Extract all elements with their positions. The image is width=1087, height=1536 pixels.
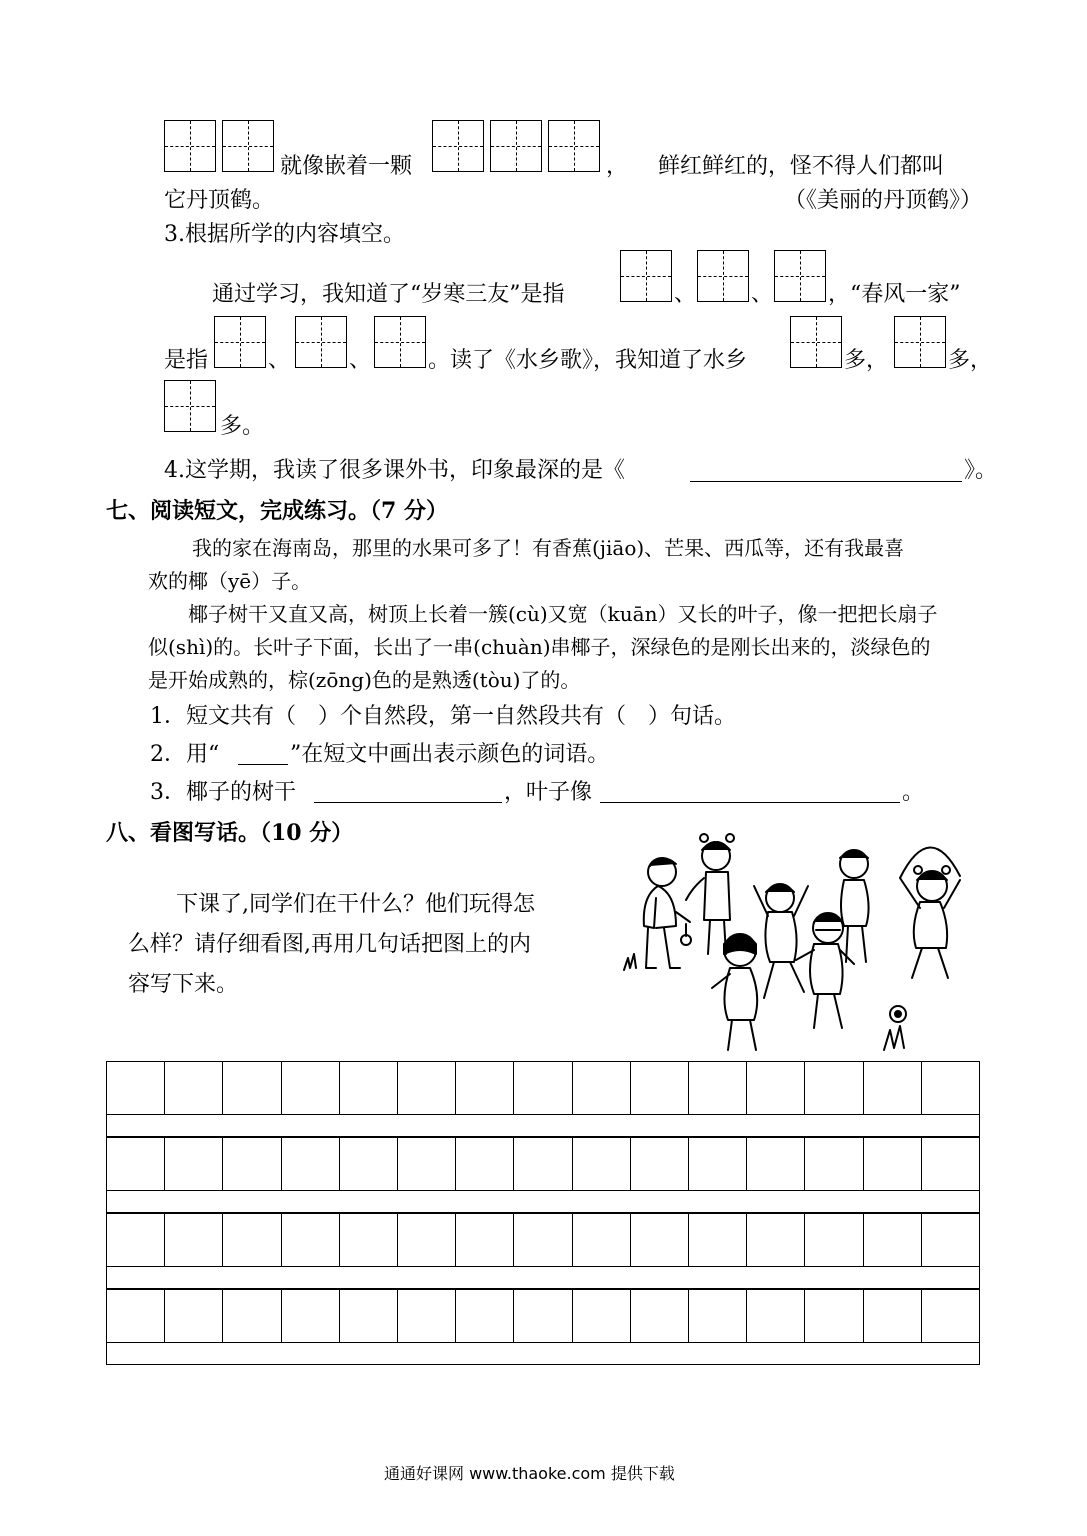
char-box[interactable] (432, 120, 484, 172)
s8-prompt-line2: 么样？请仔细看图,再用几句话把图上的内 (128, 932, 531, 957)
writing-grid-row[interactable] (106, 1289, 980, 1343)
s7-question1: 1．短文共有（ ）个自然段，第一自然段共有（ ）句话。 (150, 704, 736, 729)
duo-comma: 多， (844, 348, 889, 373)
char-box[interactable] (620, 250, 672, 302)
separator: 、 (268, 348, 291, 373)
passage-p1-line1: 我的家在海南岛，那里的水果可多了！有香蕉(jiāo)、芒果、西瓜等，还有我最喜 (192, 536, 905, 560)
writing-grid-row[interactable] (106, 1061, 980, 1115)
s7-question2-a: 2．用“ (150, 742, 220, 767)
char-box[interactable] (697, 250, 749, 302)
section8-heading: 八、看图写话。（10 分） (106, 820, 354, 846)
s7-question3-c: 。 (902, 780, 925, 805)
section7-heading: 七、阅读短文，完成练习。（7 分） (106, 498, 448, 524)
s7-question2-b: ”在短文中画出表示颜色的词语。 (290, 742, 610, 767)
char-box[interactable] (490, 120, 542, 172)
duo-end: 多。 (220, 414, 265, 439)
char-box[interactable] (164, 380, 216, 432)
q3-title: 3.根据所学的内容填空。 (164, 222, 405, 247)
q4-close: 》。 (964, 458, 998, 483)
char-box[interactable] (374, 316, 426, 368)
q2-text-line2: 它丹顶鹤。 (164, 188, 275, 213)
children-playing-illustration (614, 820, 986, 1060)
separator: 、 (674, 282, 697, 307)
s8-prompt-line1: 下课了,同学们在干什么？他们玩得怎 (176, 892, 535, 917)
s7-question3-a: 3．椰子的树干 (150, 780, 296, 805)
writing-grid-row[interactable] (106, 1213, 980, 1267)
separator: 、 (349, 348, 372, 373)
s7-question3-b: ，叶子像 (504, 780, 593, 805)
passage-p2-line1: 椰子树干又直又高，树顶上长着一簇(cù)又宽（kuān）又长的叶子，像一把把长扇子 (188, 602, 938, 626)
separator: 、 (751, 282, 774, 307)
char-box[interactable] (894, 316, 946, 368)
char-box[interactable] (774, 250, 826, 302)
char-box[interactable] (548, 120, 600, 172)
q3-line1-a: 通过学习，我知道了“岁寒三友”是指 (212, 282, 565, 307)
writing-grid-gap (106, 1115, 980, 1137)
book-title-blank[interactable] (690, 481, 962, 482)
q2-text-part1: 就像嵌着一颗 (280, 154, 413, 179)
q2-source: （《美丽的丹顶鹤》） (784, 188, 983, 213)
char-box[interactable] (164, 120, 216, 172)
passage-p2-line2: 似(shì)的。长叶子下面，长出了一串(chuàn)串椰子，深绿色的是刚长出来的，淡绿色的 (148, 635, 931, 659)
writing-grid-gap (106, 1191, 980, 1213)
writing-grid-gap (106, 1267, 980, 1289)
page-footer: 通通好课网 www.thaoke.com 提供下载 (384, 1464, 675, 1483)
writing-grid-gap (106, 1343, 980, 1365)
s8-prompt-line3: 容写下来。 (128, 972, 239, 997)
writing-grid-row[interactable] (106, 1137, 980, 1191)
duo-comma: 多， (948, 348, 993, 373)
trunk-blank[interactable] (314, 802, 502, 803)
char-box[interactable] (790, 316, 842, 368)
char-box[interactable] (295, 316, 347, 368)
passage-p1-line2: 欢的椰（yē）子。 (148, 569, 312, 593)
q3-line1-b: ，“春风一家” (828, 282, 961, 307)
char-box[interactable] (222, 120, 274, 172)
q3-line2-a: 是指 (164, 348, 209, 373)
q2-text-part2: ， (606, 154, 629, 179)
q2-text-part3: 鲜红鲜红的，怪不得人们都叫 (658, 154, 945, 179)
sample-underline (238, 764, 288, 765)
leaf-blank[interactable] (600, 802, 900, 803)
char-box[interactable] (214, 316, 266, 368)
q4-text: 4.这学期，我读了很多课外书，印象最深的是《 (164, 458, 625, 483)
q3-line2-b: 。读了《水乡歌》，我知道了水乡 (428, 348, 748, 373)
passage-p2-line3: 是开始成熟的，棕(zōng)色的是熟透(tòu)了的。 (148, 668, 581, 692)
